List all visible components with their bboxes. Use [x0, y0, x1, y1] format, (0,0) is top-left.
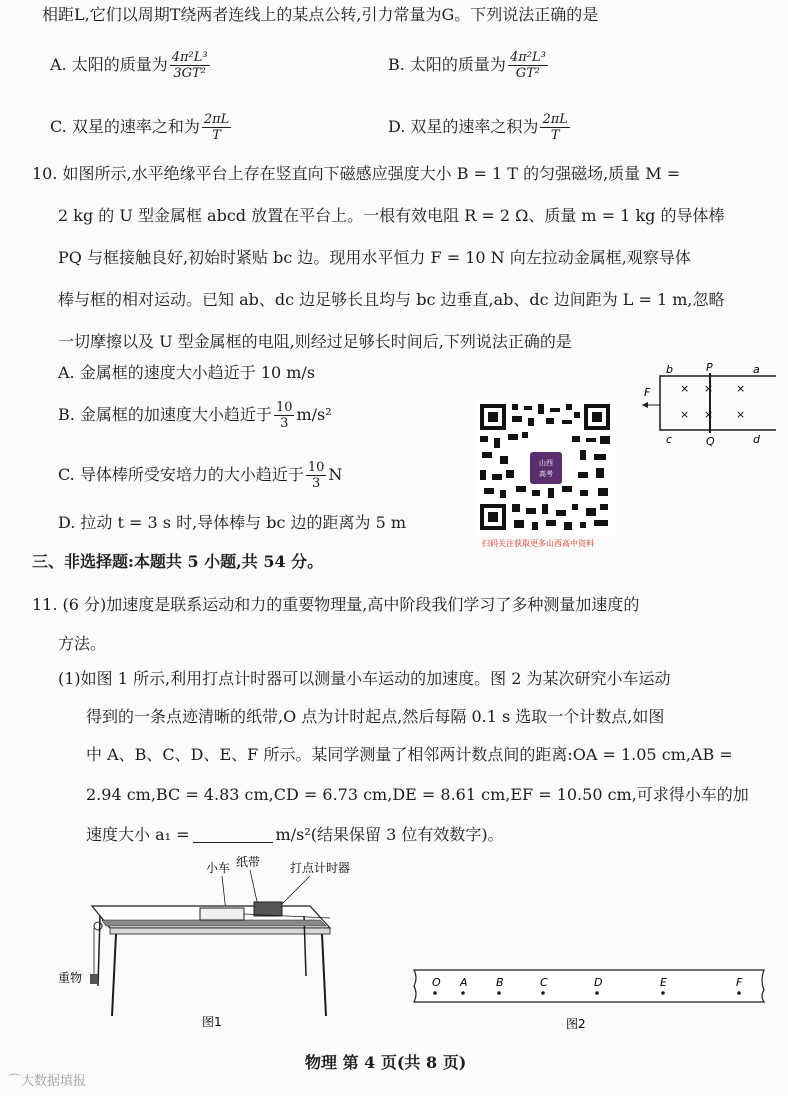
- tape-dot-C: [541, 991, 545, 995]
- tape-point-label-O: O: [432, 976, 441, 989]
- field-mark: ×: [704, 382, 714, 395]
- tape-dot-O: [433, 991, 437, 995]
- q10-c-label: C. 导体棒所受安培力的大小趋近于: [58, 465, 304, 484]
- label-p: P: [706, 361, 713, 374]
- q9-a-label: A. 太阳的质量为: [50, 55, 168, 74]
- figure-2-tape: [408, 966, 772, 1038]
- q11-line-5: 中 A、B、C、D、E、F 所示。某同学测量了相邻两计数点间的距离:OA = 1.05 cm,AB =: [86, 745, 733, 764]
- q11-line-3: (1)如图 1 所示,利用打点计时器可以测量小车运动的加速度。图 2 为某次研究小车运动: [58, 669, 671, 688]
- label-b: b: [666, 363, 673, 376]
- figure-1-caption: 图1: [202, 1015, 222, 1029]
- table-leg: [98, 916, 100, 986]
- label-weight: 重物: [58, 971, 83, 985]
- q9-b-label: B. 太阳的质量为: [388, 55, 506, 74]
- watermark-text: 大数据填报: [21, 1074, 87, 1089]
- force-arrow-head: [642, 402, 648, 408]
- cart: [200, 908, 244, 920]
- q10-line-1: 10. 如图所示,水平绝缘平台上存在竖直向下磁感应强度大小 B = 1 T 的匀强磁场,质量 M =: [32, 164, 681, 183]
- page-footer: 物理 第 4 页(共 8 页): [305, 1053, 467, 1072]
- tape-point-label-F: F: [736, 976, 743, 989]
- qr-center-text-2: 高考: [539, 470, 553, 478]
- track: [102, 920, 326, 926]
- label-a: a: [753, 363, 760, 376]
- q11-line-4: 得到的一条点迹清晰的纸带,O 点为计时起点,然后每隔 0.1 s 选取一个计数点,如图: [86, 707, 665, 726]
- table-front: [110, 928, 330, 934]
- q11-answer-blank[interactable]: [193, 826, 273, 843]
- table-leg: [112, 934, 116, 1016]
- qr-code[interactable]: [476, 400, 616, 536]
- q10-line-4: 棒与框的相对运动。已知 ab、dc 边足够长且均与 bc 边垂直,ab、dc 边间距为 L = 1 m,忽略: [58, 290, 725, 309]
- q9-option-c[interactable]: [50, 112, 233, 143]
- q10-option-b[interactable]: [58, 400, 332, 431]
- qr-center-logo: [530, 452, 562, 484]
- tape-dot-F: [737, 991, 741, 995]
- label-q: Q: [706, 435, 715, 448]
- q9-d-label: D. 双星的速率之积为: [388, 117, 539, 136]
- q10-option-c[interactable]: [58, 460, 342, 491]
- q9-a-fraction: $\frac{\text{4π²L³}}{\text{3GT²}}$: [171, 50, 208, 81]
- q9-c-fraction: $\frac{2\pi L}{T}$: [203, 112, 230, 143]
- q10-option-a[interactable]: A. 金属框的速度大小趋近于 10 m/s: [58, 363, 316, 382]
- q11-answer-suffix: m/s²(结果保留 3 位有效数字)。: [275, 825, 504, 844]
- field-mark: ×: [704, 408, 714, 421]
- q10-c-fraction: $\frac{10}{3}$: [307, 460, 325, 491]
- tape-point-label-D: D: [594, 976, 603, 989]
- tape-dot-A: [461, 991, 465, 995]
- label-d: d: [753, 433, 760, 446]
- figure-1-apparatus: [50, 856, 380, 1036]
- tape-dot-D: [595, 991, 599, 995]
- q10-c-unit: N: [328, 465, 343, 484]
- tape-point-label-C: C: [540, 976, 548, 989]
- tape-point-label-A: A: [460, 976, 468, 989]
- tape-point-label-B: B: [496, 976, 504, 989]
- q10-option-d[interactable]: D. 拉动 t = 3 s 时,导体棒与 bc 边的距离为 5 m: [58, 513, 407, 532]
- q9-option-d[interactable]: [388, 112, 572, 143]
- figure-2-caption: 图2: [566, 1017, 586, 1031]
- q10-line-2: 2 kg 的 U 型金属框 abcd 放置在平台上。一根有效电阻 R = 2 Ω、质量 m = 1 kg 的导体棒: [58, 206, 725, 225]
- q9-c-label: C. 双星的速率之和为: [50, 117, 200, 136]
- q9-intro: 相距L,它们以周期T绕两者连线上的某点公转,引力常量为G。下列说法正确的是: [42, 5, 599, 24]
- weight: [90, 974, 98, 984]
- table-leg: [322, 934, 326, 1016]
- u-frame-figure: [638, 360, 778, 450]
- q11-answer-line: [86, 824, 504, 846]
- label-timer: 打点计时器: [290, 861, 351, 875]
- label-tape: 纸带: [236, 856, 261, 869]
- pulley: [94, 922, 102, 930]
- q9-option-b[interactable]: [388, 50, 550, 81]
- watermark-logo-icon: ⌒: [8, 1074, 22, 1089]
- field-mark: ×: [736, 382, 746, 395]
- q11-line-1: 11. (6 分)加速度是联系运动和力的重要物理量,高中阶段我们学习了多种测量加速度的: [32, 595, 640, 614]
- field-mark: ×: [680, 382, 690, 395]
- qr-caption: 扫码关注获取更多山西高中资料: [482, 539, 594, 548]
- q9-option-a[interactable]: [50, 50, 212, 81]
- q9-b-fraction: $\frac{\text{4π²L³}}{\text{GT²}}$: [509, 50, 546, 81]
- timer: [254, 902, 282, 916]
- qr-center-text-1: 山西: [539, 459, 553, 467]
- q11-line-6: 2.94 cm,BC = 4.83 cm,CD = 6.73 cm,DE = 8.61 cm,EF = 10.50 cm,可求得小车的加: [86, 785, 749, 804]
- q10-b-label: B. 金属框的加速度大小趋近于: [58, 405, 272, 424]
- label-car: 小车: [206, 861, 231, 875]
- tape-dot-E: [661, 991, 665, 995]
- q11-line-2: 方法。: [58, 634, 107, 653]
- q10-b-fraction: $\frac{10}{3}$: [275, 400, 293, 431]
- label-f: F: [644, 386, 651, 399]
- q11-answer-prefix: 速度大小 a₁ =: [86, 825, 190, 844]
- section-3-heading: 三、非选择题:本题共 5 小题,共 54 分。: [32, 552, 324, 571]
- u-frame: [660, 376, 776, 430]
- q10-line-3: PQ 与框接触良好,初始时紧贴 bc 边。现用水平恒力 F = 10 N 向左拉动金属框,观察导体: [58, 248, 691, 267]
- q9-d-fraction: $\frac{2\pi L}{T}$: [542, 112, 568, 143]
- tape-point-label-E: E: [660, 976, 667, 989]
- field-mark: ×: [680, 408, 690, 421]
- tape-dot-B: [497, 991, 501, 995]
- field-mark: ×: [736, 408, 746, 421]
- watermark: [8, 1070, 86, 1089]
- q10-b-unit: m/s²: [296, 405, 332, 424]
- label-c: c: [666, 433, 673, 446]
- q10-line-5: 一切摩擦以及 U 型金属框的电阻,则经过足够长时间后,下列说法正确的是: [58, 332, 572, 351]
